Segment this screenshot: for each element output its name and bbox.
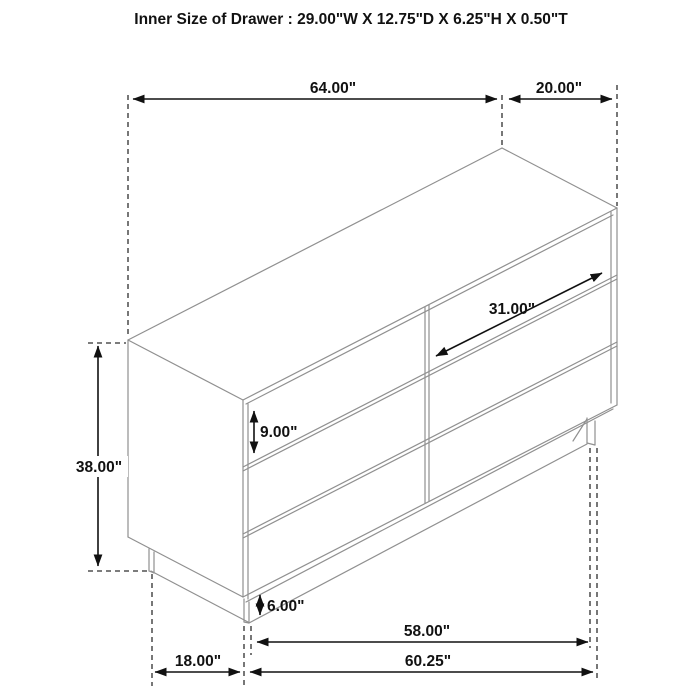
drawer-height-label: 9.00"	[260, 424, 298, 441]
drawer-divider	[425, 305, 429, 503]
dresser-top-face	[128, 148, 617, 404]
dimension-drawer-width	[436, 273, 602, 356]
dimension-base-side-offset	[155, 653, 240, 672]
base-side-offset-label: 18.00"	[174, 653, 222, 670]
base-front-width-label: 58.00"	[403, 623, 451, 640]
dimension-base-front-width	[257, 623, 588, 642]
diagram-title: Inner Size of Drawer : 29.00"W X 12.75"D X 6.25"H X 0.50"T	[134, 11, 568, 28]
dimension-base-total-width	[250, 653, 593, 672]
drawer-width-label: 31.00"	[488, 301, 536, 318]
dresser-side-panel	[128, 340, 243, 597]
dresser-base	[149, 418, 595, 623]
base-height-label: 6.00"	[267, 598, 305, 615]
overall-depth-label: 20.00"	[535, 80, 583, 97]
overall-height-label: 38.00"	[75, 459, 123, 476]
base-total-width-label: 60.25"	[404, 653, 452, 670]
dimension-base-height	[260, 595, 305, 615]
dimension-overall-depth	[509, 80, 612, 99]
extension-lines	[88, 85, 617, 686]
dimension-overall-width	[133, 80, 497, 99]
dimension-overall-height	[70, 346, 128, 566]
dresser-front-face	[243, 208, 617, 602]
overall-width-label: 64.00"	[309, 80, 357, 97]
